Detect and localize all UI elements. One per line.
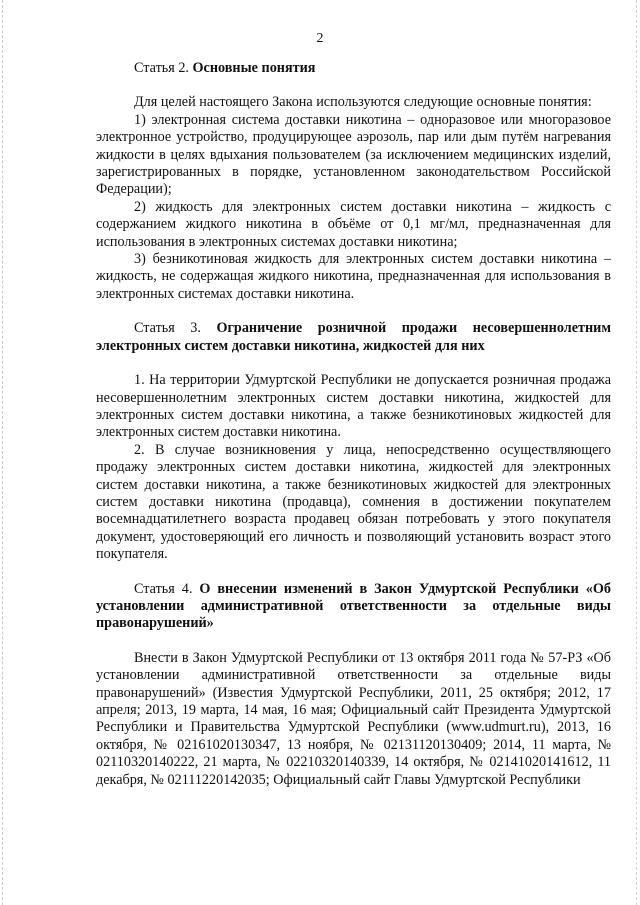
article-2-intro: Для целей настоящего Закона используются следующие основные понятия: xyxy=(134,94,592,111)
article-4-title: О внесении изменений в Закон Удмуртской Республики «Об установлении административной ответственности за отдельные виды правонарушений» xyxy=(96,580,612,632)
article-3-heading xyxy=(96,320,611,355)
article-3-label: Статья 3. xyxy=(134,320,201,337)
article-3-paragraph-1: 1. На территории Удмуртской Республики не допускается розничная продажа несовершеннолетним электронных систем доставки никотина, жидкостей для электронных систем доставки никотина, а также безникотиновых жидкостей для электронных систем доставки никотина. xyxy=(96,372,611,441)
article-4-paragraph: Внести в Закон Удмуртской Республики от 13 октября 2011 года № 57-РЗ «Об установлении административной ответственности за отдельные виды правонарушений» (Известия Удмуртской Республики, 2011, 25 октября; 2012, 17 апреля; 2013, 19 марта, 14 мая, 16 мая; Официальный сайт Президента Удмуртской Республики и Правительства Удмуртской Республики (www.udmurt.ru), 2013, 16 октября, № 02161020130347, 13 ноября, № 02131120130409; 2014, 11 марта, № 02110320140222, 21 марта, № 02210320140339, 14 октября, № 02141020141612, 11 декабря, № 02111220142035; Официальный сайт Главы Удмуртской Республики xyxy=(96,649,611,788)
article-2-label: Статья 2. xyxy=(134,60,189,76)
article-2-item-2: 2) жидкость для электронных систем доставки никотина – жидкость с содержанием жидкого никотина в объёме от 0,1 мг/мл, предназначенная для использования в электронных системах доставки никотина; xyxy=(96,198,611,250)
article-4-label: Статья 4. xyxy=(134,580,193,597)
page-number: 2 xyxy=(316,31,324,46)
article-4-heading xyxy=(96,581,611,633)
article-2-item-1: 1) электронная система доставки никотина – одноразовое или многоразовое электронное устройство, продуцирующее аэрозоль, пар или дым путём нагревания жидкости в целях вдыхания пользователем (за исключением медицинских изделий, зарегистрированных в порядке, установленном законодательством Российской Федерации); xyxy=(96,111,611,198)
page-edge-left xyxy=(2,0,4,905)
page-edge-right xyxy=(636,0,638,905)
article-2-title: Основные понятия xyxy=(192,60,316,76)
article-3-paragraph-2: 2. В случае возникновения у лица, непосредственно осуществляющего продажу электронных систем доставки никотина, жидкостей для электронных систем доставки никотина, а также безникотиновых жидкостей для электронных систем доставки никотина (продавца), сомнения в достижении покупателем восемнадцатилетнего возраста продавец обязан потребовать у этого покупателя документ, удостоверяющий его личность и позволяющий установить возраст этого покупателя. xyxy=(96,441,611,563)
article-2-item-3: 3) безникотиновая жидкость для электронных систем доставки никотина – жидкость, не содержащая жидкого никотина, предназначенная для использования в электронных системах доставки никотина. xyxy=(96,251,611,302)
article-3-title: Ограничение розничной продажи несовершеннолетним электронных систем доставки никотина, жидкостей для них xyxy=(96,320,612,354)
article-2-heading xyxy=(96,60,611,77)
document-body xyxy=(96,60,611,789)
